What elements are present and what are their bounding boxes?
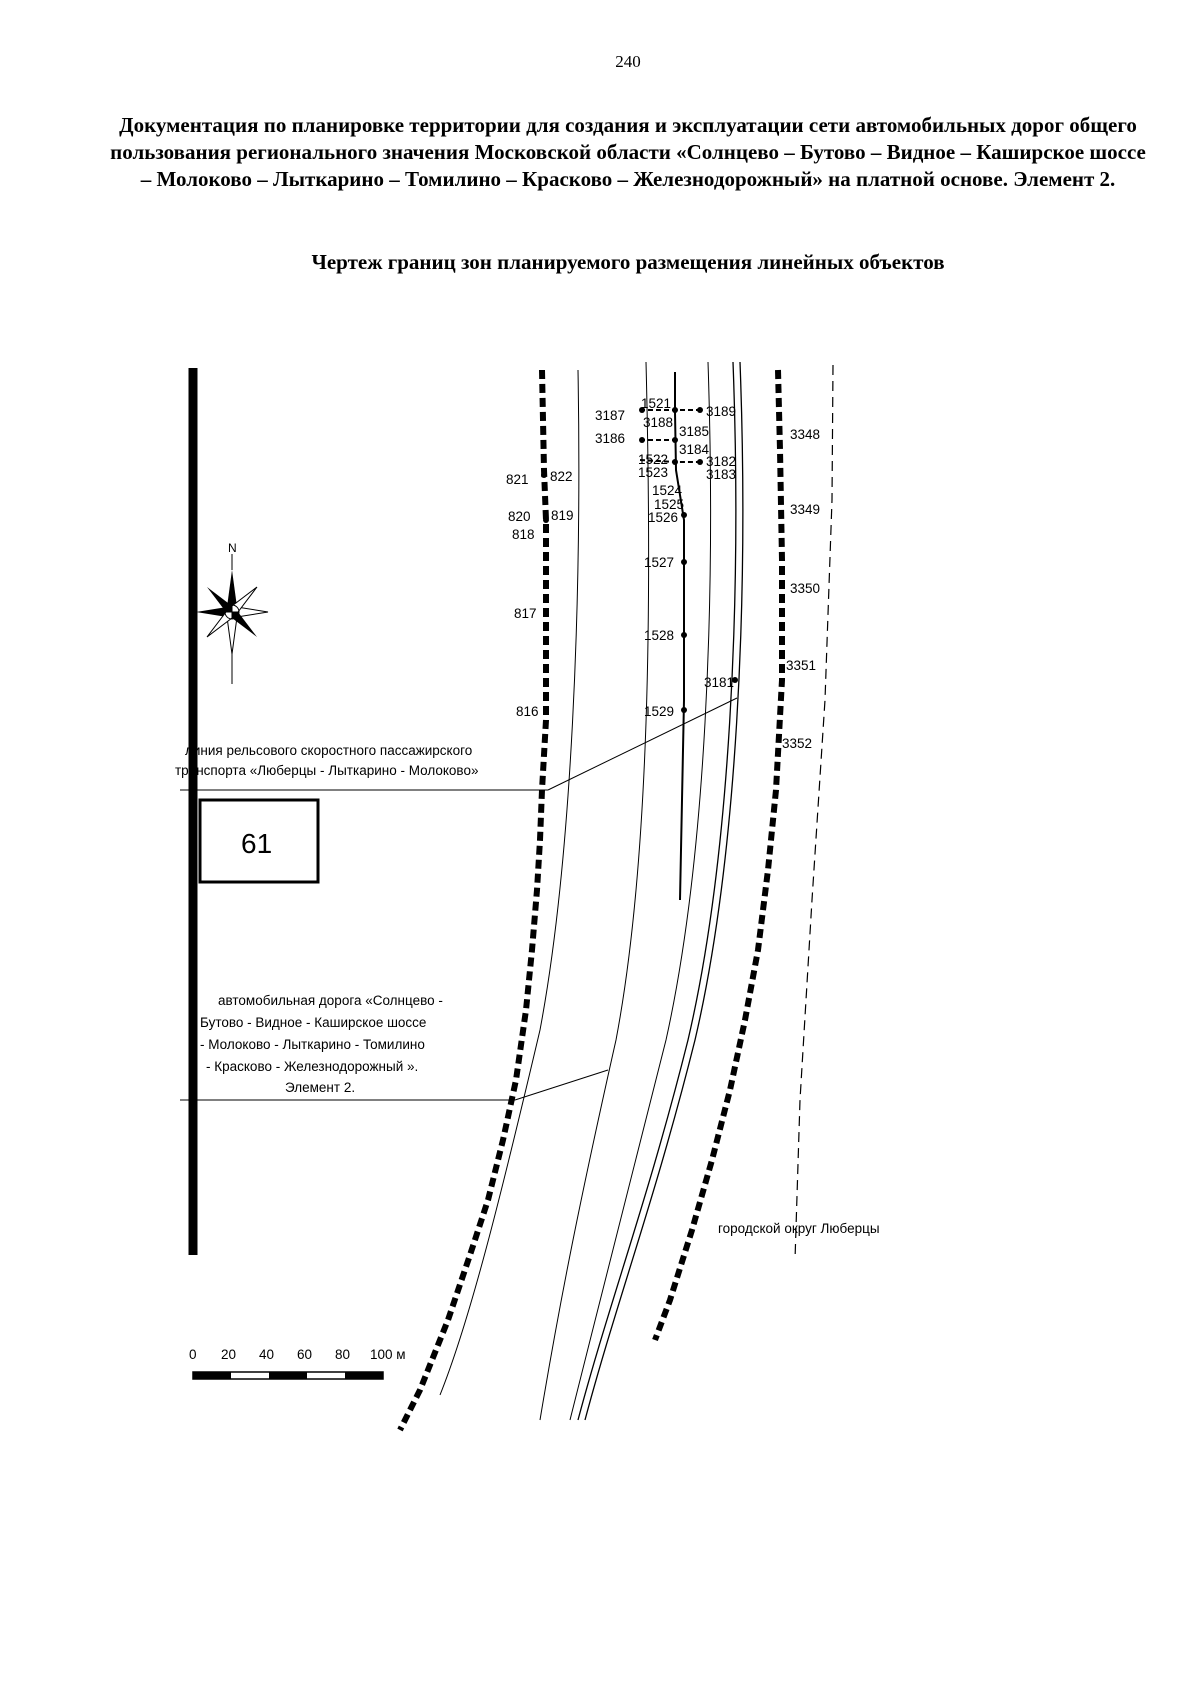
right-road-edge (570, 362, 711, 1420)
point-label: 820 (508, 509, 531, 524)
map-title: Чертеж границ зон планируемого размещения линейных объектов (311, 250, 945, 274)
rail-line-label-2: транспорта «Люберцы - Лыткарино - Молоково» (175, 763, 479, 778)
point-label: 1528 (644, 628, 675, 643)
scale-tick: 0 (189, 1347, 197, 1362)
point-label: 816 (516, 704, 539, 719)
road-label-3: - Молоково - Лыткарино - Томилино (200, 1037, 425, 1052)
point-label: 818 (512, 527, 535, 542)
point-label: 821 (506, 472, 529, 487)
compass-north-label: N (228, 541, 237, 555)
point-labels (506, 396, 820, 751)
document-title: Документация по планировке территории для создания и эксплуатации сети автомобильных дорог общего пользования регионального значения Московской области «Солнцево – Бутово – Видное – Каширское шоссе – Молоково – Лыткарино – Томилино – Красково – Железнодорожный» на платной основе. Элемент 2. (110, 113, 1146, 191)
road-label-4: - Красково - Железнодорожный ». (206, 1059, 419, 1074)
point-label: 3351 (786, 658, 817, 673)
point-label: 1524 (652, 483, 683, 498)
point-label: 1527 (644, 555, 675, 570)
point-label: 1522 (638, 452, 669, 467)
scale-tick: 60 (297, 1347, 313, 1362)
point-label: 817 (514, 606, 537, 621)
point-label: 3183 (706, 467, 737, 482)
compass-rose (196, 541, 268, 684)
point-label: 3187 (595, 408, 626, 423)
scale-tick: 80 (335, 1347, 351, 1362)
district-label: городской округ Люберцы (718, 1221, 880, 1236)
point-label: 3181 (704, 675, 735, 690)
point-label: 3188 (643, 415, 674, 430)
rail-line-label-1: линия рельсового скоростного пассажирского (185, 743, 473, 758)
point-label: 3350 (790, 581, 821, 596)
point-label: 1526 (648, 510, 679, 525)
rail-callout-leader (548, 698, 737, 790)
point-label: 3184 (679, 442, 710, 457)
scale-tick: 40 (259, 1347, 275, 1362)
scale-tick: 100 м (370, 1347, 406, 1362)
district-boundary (795, 365, 833, 1260)
point-label: 1529 (644, 704, 675, 719)
point-label: 819 (551, 508, 574, 523)
point-label: 822 (550, 469, 573, 484)
page-number: 240 (615, 52, 641, 71)
map-frame-label: 61 (241, 828, 273, 859)
point-label: 3185 (679, 424, 710, 439)
point-label: 3189 (706, 404, 737, 419)
point-label: 3352 (782, 736, 813, 751)
point-label: 3348 (790, 427, 821, 442)
point-label: 1525 (654, 497, 685, 512)
point-label: 3349 (790, 502, 821, 517)
scale-tick: 20 (221, 1347, 237, 1362)
scale-bar (189, 1347, 406, 1379)
road-label-5: Элемент 2. (285, 1080, 356, 1095)
point-label: 1521 (641, 396, 672, 411)
road-label-1: автомобильная дорога «Солнцево - (218, 993, 443, 1008)
road-label-2: Бутово - Видное - Каширское шоссе (200, 1015, 427, 1030)
point-label: 3182 (706, 454, 737, 469)
point-label: 3186 (595, 431, 626, 446)
road-callout-leader (515, 1070, 608, 1100)
point-label: 1523 (638, 465, 669, 480)
